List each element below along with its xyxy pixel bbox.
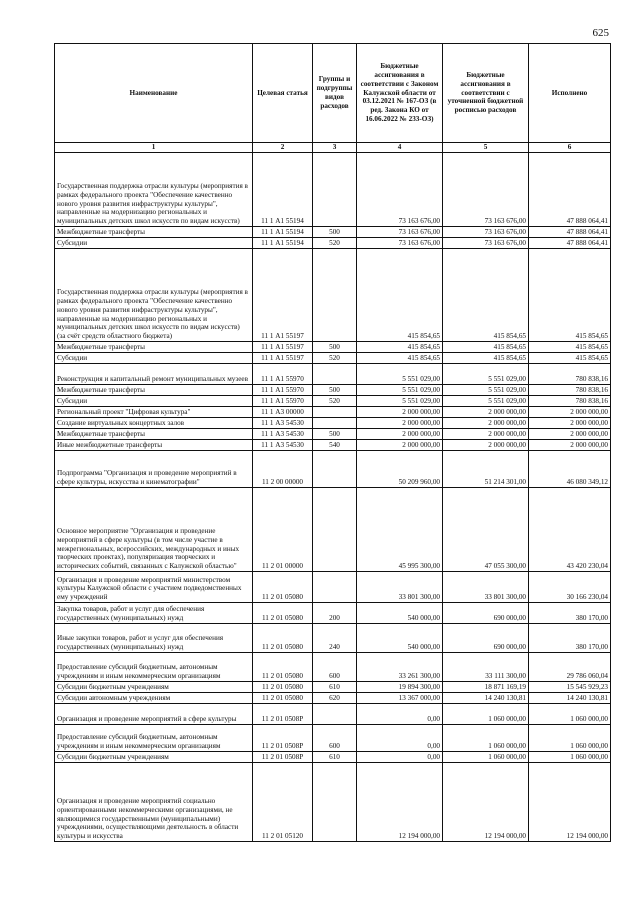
row-expense-group [313,407,357,418]
row-name: Межбюджетные трансферты [55,429,253,440]
row-executed: 380 170,00 [529,624,611,653]
col-number: 1 [55,143,253,153]
row-refined-allocation: 18 871 169,19 [443,682,529,693]
row-name: Межбюджетные трансферты [55,227,253,238]
row-refined-allocation: 33 111 300,00 [443,653,529,682]
row-refined-allocation: 2 000 000,00 [443,418,529,429]
row-name: Иные межбюджетные трансферты [55,440,253,451]
col-header-target-item: Целевая статья [253,44,313,143]
row-name: Региональный проект "Цифровая культура" [55,407,253,418]
row-name: Реконструкция и капитальный ремонт муниципальных музеев [55,364,253,385]
table-row [55,407,611,418]
row-executed: 15 545 929,23 [529,682,611,693]
col-header-name: Наименование [55,44,253,143]
table-row [55,153,611,227]
col-number: 6 [529,143,611,153]
row-law-allocation: 540 000,00 [357,603,443,624]
row-executed: 780 838,16 [529,385,611,396]
row-law-allocation: 415 854,65 [357,353,443,364]
page-number: 625 [592,27,609,39]
row-law-allocation: 2 000 000,00 [357,418,443,429]
row-executed: 47 888 064,41 [529,238,611,249]
row-target-item: 11 1 А1 55970 [253,396,313,407]
row-refined-allocation: 5 551 029,00 [443,364,529,385]
table-row [55,725,611,752]
row-target-item: 11 2 01 0508Р [253,725,313,752]
row-refined-allocation: 2 000 000,00 [443,440,529,451]
row-expense-group: 520 [313,238,357,249]
row-target-item: 11 2 01 05080 [253,624,313,653]
row-target-item: 11 2 01 05120 [253,763,313,842]
row-expense-group [313,418,357,429]
row-target-item: 11 1 А3 54530 [253,429,313,440]
table-row [55,653,611,682]
table-row [55,704,611,725]
row-law-allocation: 0,00 [357,704,443,725]
row-target-item: 11 1 А1 55194 [253,227,313,238]
row-name: Закупка товаров, работ и услуг для обеспечения государственных (муниципальных) нужд [55,603,253,624]
row-law-allocation: 45 995 300,00 [357,488,443,572]
row-refined-allocation: 2 000 000,00 [443,429,529,440]
row-law-allocation: 73 163 676,00 [357,153,443,227]
budget-execution-table [54,43,611,842]
row-refined-allocation: 12 194 000,00 [443,763,529,842]
row-name: Подпрограмма "Организация и проведение мероприятий в сфере культуры, искусства и кинематографии" [55,451,253,488]
table-row [55,682,611,693]
table-row [55,488,611,572]
row-law-allocation: 2 000 000,00 [357,407,443,418]
row-refined-allocation: 73 163 676,00 [443,238,529,249]
row-executed: 415 854,65 [529,342,611,353]
row-executed: 1 060 000,00 [529,704,611,725]
col-header-expense-group: Группы и подгруппы видов расходов [313,44,357,143]
col-number: 3 [313,143,357,153]
row-law-allocation: 50 209 960,00 [357,451,443,488]
row-expense-group [313,704,357,725]
row-name: Субсидии [55,353,253,364]
row-name: Межбюджетные трансферты [55,342,253,353]
row-expense-group: 500 [313,342,357,353]
table-row [55,227,611,238]
row-executed: 2 000 000,00 [529,440,611,451]
row-name: Государственная поддержка отрасли культуры (мероприятия в рамках федерального проекта "Обеспечение качественно нового уровня развития инфраструктуры культуры", направленные на модернизацию региональных и муниципальных детских школ искусств по видам искусств) (за счёт средств областного бюджета) [55,249,253,342]
row-law-allocation: 5 551 029,00 [357,396,443,407]
row-law-allocation: 5 551 029,00 [357,385,443,396]
row-expense-group: 540 [313,440,357,451]
row-refined-allocation: 73 163 676,00 [443,227,529,238]
row-law-allocation: 2 000 000,00 [357,440,443,451]
row-expense-group: 610 [313,682,357,693]
row-target-item: 11 1 А3 54530 [253,440,313,451]
row-executed: 2 000 000,00 [529,418,611,429]
row-refined-allocation: 33 801 300,00 [443,572,529,603]
table-row [55,249,611,342]
row-name: Организация и проведение мероприятий социально ориентированными некоммерческими организациями, не являющимися государственными (муниципальными) учреждениями, осуществляющими деятельность в области культуры и искусства [55,763,253,842]
row-refined-allocation: 47 055 300,00 [443,488,529,572]
row-refined-allocation: 415 854,65 [443,353,529,364]
row-name: Предоставление субсидий бюджетным, автономным учреждениям и иным некоммерческим организациям [55,725,253,752]
row-expense-group [313,249,357,342]
row-target-item: 11 2 01 05080 [253,572,313,603]
row-law-allocation: 415 854,65 [357,249,443,342]
row-target-item: 11 1 А3 00000 [253,407,313,418]
row-executed: 1 060 000,00 [529,725,611,752]
row-expense-group: 500 [313,429,357,440]
row-executed: 380 170,00 [529,603,611,624]
row-expense-group: 240 [313,624,357,653]
table-row [55,385,611,396]
row-refined-allocation: 1 060 000,00 [443,725,529,752]
row-name: Субсидии автономным учреждениям [55,693,253,704]
table-row [55,238,611,249]
row-law-allocation: 5 551 029,00 [357,364,443,385]
row-law-allocation: 540 000,00 [357,624,443,653]
row-executed: 29 786 060,04 [529,653,611,682]
row-executed: 415 854,65 [529,249,611,342]
row-refined-allocation: 51 214 301,00 [443,451,529,488]
row-refined-allocation: 690 000,00 [443,624,529,653]
row-target-item: 11 1 А1 55970 [253,385,313,396]
row-expense-group [313,153,357,227]
row-law-allocation: 2 000 000,00 [357,429,443,440]
row-executed: 2 000 000,00 [529,429,611,440]
row-law-allocation: 12 194 000,00 [357,763,443,842]
row-target-item: 11 2 01 0508Р [253,752,313,763]
row-law-allocation: 13 367 000,00 [357,693,443,704]
row-executed: 14 240 130,81 [529,693,611,704]
table-row [55,693,611,704]
row-name: Субсидии [55,396,253,407]
row-expense-group: 610 [313,752,357,763]
row-law-allocation: 33 261 300,00 [357,653,443,682]
row-name: Межбюджетные трансферты [55,385,253,396]
row-target-item: 11 1 А1 55194 [253,153,313,227]
table-row [55,418,611,429]
row-target-item: 11 1 А1 55970 [253,364,313,385]
table-body [55,153,611,842]
row-name: Субсидии бюджетным учреждениям [55,682,253,693]
row-law-allocation: 19 894 300,00 [357,682,443,693]
row-expense-group: 520 [313,396,357,407]
row-name: Иные закупки товаров, работ и услуг для обеспечения государственных (муниципальных) нужд [55,624,253,653]
row-name: Основное мероприятие "Организация и проведение мероприятий в сфере культуры (в том числе участие в межрегиональных, всероссийских, международных и иных творческих проектах), популяризация творческих и исторических событий, связанных с Калужской областью" [55,488,253,572]
row-refined-allocation: 5 551 029,00 [443,396,529,407]
row-name: Организация и проведение мероприятий министерством культуры Калужской области с участием подведомственных ему учреждений [55,572,253,603]
table-row [55,364,611,385]
row-expense-group: 520 [313,353,357,364]
table-row [55,353,611,364]
row-refined-allocation: 14 240 130,81 [443,693,529,704]
row-target-item: 11 2 01 00000 [253,488,313,572]
row-target-item: 11 1 А1 55197 [253,249,313,342]
row-name: Субсидии бюджетным учреждениям [55,752,253,763]
row-law-allocation: 415 854,65 [357,342,443,353]
table-row [55,451,611,488]
row-executed: 415 854,65 [529,353,611,364]
row-name: Государственная поддержка отрасли культуры (мероприятия в рамках федерального проекта "Обеспечение качественно нового уровня развития инфраструктуры культуры", направленные на модернизацию региональных и муниципальных детских школ искусств по видам искусств) [55,153,253,227]
row-law-allocation: 0,00 [357,725,443,752]
row-refined-allocation: 415 854,65 [443,342,529,353]
row-law-allocation: 73 163 676,00 [357,227,443,238]
row-executed: 1 060 000,00 [529,752,611,763]
row-target-item: 11 1 А1 55197 [253,353,313,364]
row-executed: 30 166 230,04 [529,572,611,603]
row-target-item: 11 1 А1 55194 [253,238,313,249]
row-refined-allocation: 5 551 029,00 [443,385,529,396]
row-executed: 47 888 064,41 [529,227,611,238]
table-row [55,396,611,407]
col-header-executed: Исполнено [529,44,611,143]
table-row [55,429,611,440]
row-target-item: 11 2 00 00000 [253,451,313,488]
row-expense-group: 500 [313,385,357,396]
row-target-item: 11 2 01 05080 [253,682,313,693]
row-executed: 780 838,16 [529,364,611,385]
row-expense-group [313,364,357,385]
row-executed: 12 194 000,00 [529,763,611,842]
col-header-refined-allocations: Бюджетные ассигнования в соответствии с уточненной бюджетной росписью расходов [443,44,529,143]
row-law-allocation: 0,00 [357,752,443,763]
row-name: Создание виртуальных концертных залов [55,418,253,429]
row-target-item: 11 2 01 05080 [253,603,313,624]
row-expense-group: 200 [313,603,357,624]
table-row [55,624,611,653]
table-row [55,572,611,603]
table-row [55,603,611,624]
row-law-allocation: 33 801 300,00 [357,572,443,603]
row-refined-allocation: 415 854,65 [443,249,529,342]
row-law-allocation: 73 163 676,00 [357,238,443,249]
row-target-item: 11 2 01 05080 [253,653,313,682]
row-expense-group [313,572,357,603]
col-header-law-allocations: Бюджетные ассигнования в соответствии с Законом Калужской области от 03.12.2021 № 167-ОЗ (в ред. Закона КО от 16.06.2022 № 233-ОЗ) [357,44,443,143]
row-expense-group: 600 [313,725,357,752]
row-target-item: 11 1 А1 55197 [253,342,313,353]
table-row [55,752,611,763]
row-target-item: 11 2 01 05080 [253,693,313,704]
row-expense-group [313,451,357,488]
table-row [55,763,611,842]
row-expense-group [313,763,357,842]
row-target-item: 11 1 А3 54530 [253,418,313,429]
col-number: 4 [357,143,443,153]
table-row [55,440,611,451]
row-expense-group: 500 [313,227,357,238]
row-expense-group: 620 [313,693,357,704]
row-refined-allocation: 1 060 000,00 [443,704,529,725]
row-name: Организация и проведение мероприятий в сфере культуры [55,704,253,725]
row-executed: 43 420 230,04 [529,488,611,572]
row-name: Субсидии [55,238,253,249]
row-refined-allocation: 73 163 676,00 [443,153,529,227]
row-expense-group: 600 [313,653,357,682]
row-executed: 2 000 000,00 [529,407,611,418]
row-executed: 46 080 349,12 [529,451,611,488]
col-number: 5 [443,143,529,153]
row-expense-group [313,488,357,572]
table-row [55,342,611,353]
row-refined-allocation: 2 000 000,00 [443,407,529,418]
row-target-item: 11 2 01 0508Р [253,704,313,725]
row-name: Предоставление субсидий бюджетным, автономным учреждениям и иным некоммерческим организациям [55,653,253,682]
col-number: 2 [253,143,313,153]
row-refined-allocation: 1 060 000,00 [443,752,529,763]
row-refined-allocation: 690 000,00 [443,603,529,624]
row-executed: 780 838,16 [529,396,611,407]
row-executed: 47 888 064,41 [529,153,611,227]
